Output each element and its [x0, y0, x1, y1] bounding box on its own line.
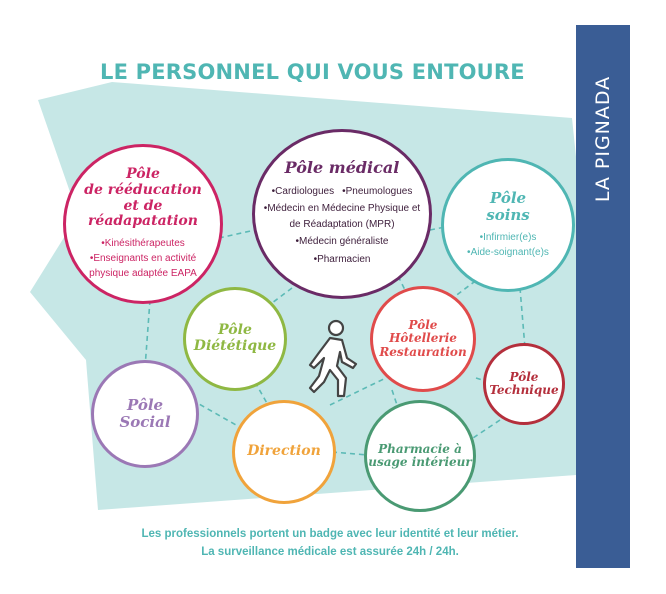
pole-reeducation-title: Pôle de rééducation et de réadapatation: [84, 166, 202, 230]
list-item: • Enseignants en activité physique adaptée EAPA: [83, 251, 203, 281]
pole-soins-list: [467, 230, 549, 260]
list-item: • Infirmier(e)s: [467, 230, 549, 245]
pole-soins: [441, 158, 575, 292]
list-item: • Médecin généraliste: [295, 236, 388, 247]
footer-line-1: Les professionnels portent un badge avec leur identité et leur métier.: [141, 528, 519, 540]
list-item: • Pneumologues: [342, 186, 412, 197]
pole-direction: [232, 400, 336, 504]
walking-person-icon: [300, 318, 366, 402]
list-item: • Aide-soignant(e)s: [467, 245, 549, 260]
pole-technique-title: Pôle Technique: [489, 369, 559, 397]
footer-note: [90, 525, 570, 561]
pole-technique: [483, 343, 565, 425]
list-item: • Pharmacien: [314, 254, 371, 265]
footer-line-2: La surveillance médicale est assurée 24h / 24h.: [201, 546, 459, 558]
pole-social-title: Pôle Social: [119, 396, 171, 431]
list-item: • Médecin en Médecine Physique et de Réadaptation (MPR): [264, 203, 420, 230]
sidebar-banner: [576, 25, 630, 568]
list-item: • Cardiologues: [272, 186, 334, 197]
pole-medical-list: [262, 183, 422, 269]
pole-dietetique: [183, 287, 287, 391]
pole-medical-title: Pôle médical: [284, 158, 400, 178]
pole-reeducation-list: [83, 236, 203, 281]
pole-soins-title: Pôle soins: [486, 189, 530, 224]
page-title: LE PERSONNEL QUI VOUS ENTOURE: [100, 60, 525, 84]
pole-hotellerie: [370, 286, 476, 392]
sidebar-label: LA PIGNADA: [592, 75, 614, 203]
pole-pharmacie-title: Pharmacie à usage intérieur: [368, 441, 472, 469]
pole-medical: [252, 129, 432, 299]
list-item: • Kinésithérapeutes: [83, 236, 203, 251]
pole-hotellerie-title: Pôle Hôtellerie Restauration: [379, 317, 467, 359]
pole-direction-title: Direction: [247, 443, 321, 460]
pole-social: [91, 360, 199, 468]
pole-reeducation: [63, 144, 223, 304]
pole-dietetique-title: Pôle Diététique: [193, 322, 277, 354]
pole-pharmacie: [364, 400, 476, 512]
